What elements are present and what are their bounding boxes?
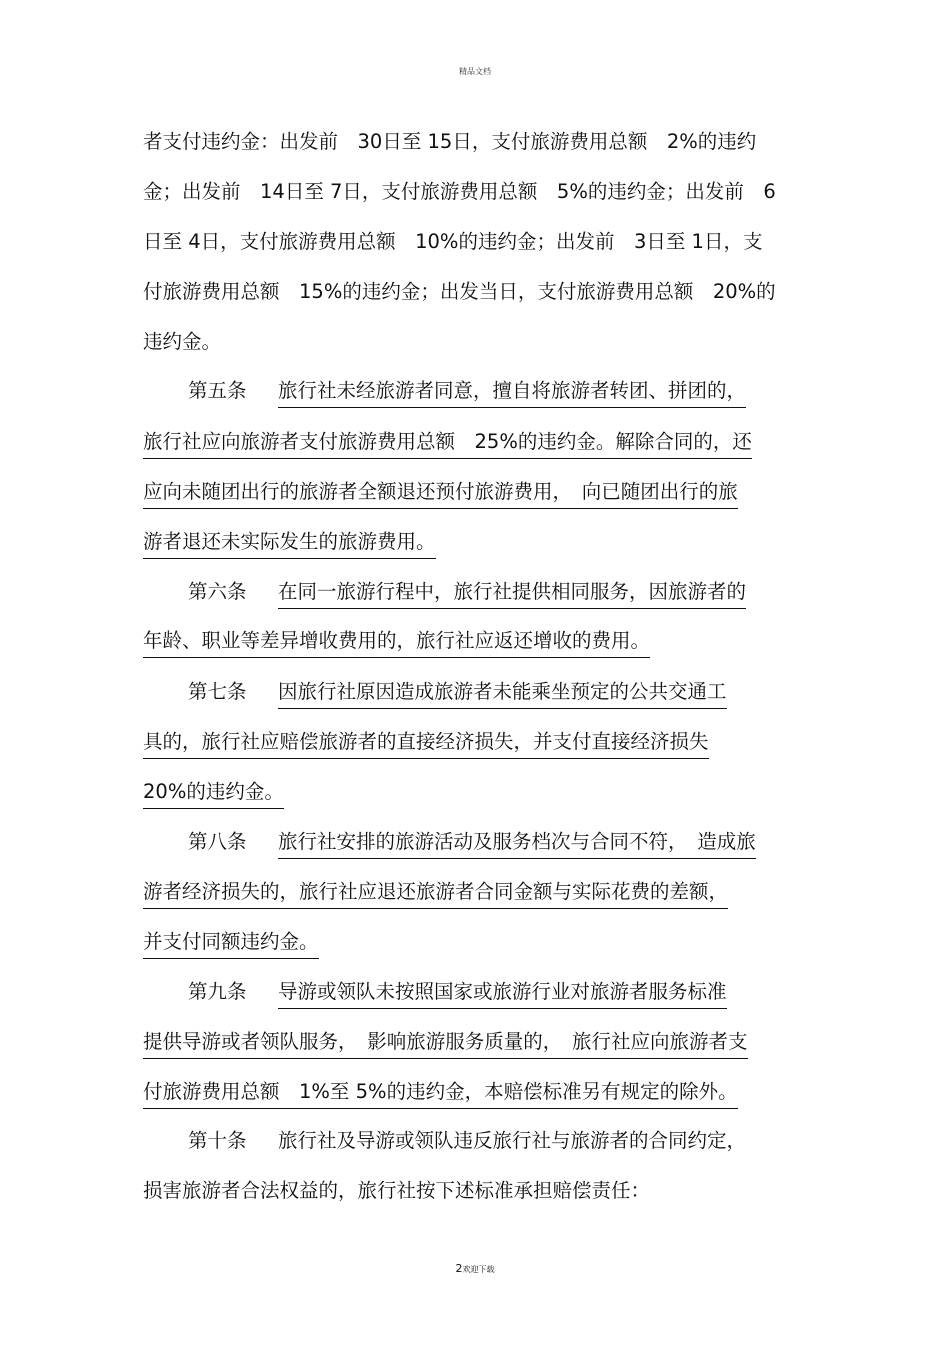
article-label: 第七条 bbox=[188, 680, 247, 703]
article-text: 旅行社未经旅游者同意，擅自将旅游者转团、拼团的， bbox=[278, 378, 746, 408]
article-text: 应向未随团出行的旅游者全额退还预付旅游费用， 向已随团出行的旅 bbox=[143, 479, 738, 509]
article-text: 具的，旅行社应赔偿旅游者的直接经济损失，并支付直接经济损失 bbox=[143, 729, 709, 759]
article-text: 游者经济损失的，旅行社应退还旅游者合同金额与实际花费的差额， bbox=[143, 879, 728, 909]
text-line bbox=[143, 429, 805, 459]
article-text: 旅行社安排的旅游活动及服务档次与合同不符， 造成旅 bbox=[278, 829, 756, 859]
article-text: 在同一旅游行程中，旅行社提供相同服务，因旅游者的 bbox=[278, 579, 746, 609]
article-8-heading bbox=[188, 829, 805, 859]
article-text: 旅行社应向旅游者支付旅游费用总额 25%的违约金。解除合同的，还 bbox=[143, 429, 752, 459]
article-5-heading bbox=[188, 378, 805, 408]
article-9-heading bbox=[188, 979, 805, 1009]
text-line: 金；出发前 14日至 7日，支付旅游费用总额 5%的违约金；出发前 6 bbox=[143, 180, 776, 203]
article-text: 并支付同额违约金。 bbox=[143, 929, 319, 959]
text-line: 损害旅游者合法权益的，旅行社按下述标准承担赔偿责任： bbox=[143, 1179, 651, 1202]
article-label: 第八条 bbox=[188, 830, 247, 853]
text-line bbox=[143, 1029, 805, 1059]
article-text: 导游或领队未按照国家或旅游行业对旅游者服务标准 bbox=[278, 979, 727, 1009]
text-line bbox=[143, 879, 805, 909]
article-7-heading bbox=[188, 679, 805, 709]
article-label: 第五条 bbox=[188, 379, 247, 402]
text-line bbox=[143, 628, 805, 658]
article-10-heading bbox=[188, 1128, 805, 1154]
article-text: 20%的违约金。 bbox=[143, 779, 284, 809]
article-6-heading bbox=[188, 579, 805, 609]
article-text: 付旅游费用总额 1%至 5%的违约金，本赔偿标准另有规定的除外。 bbox=[143, 1079, 738, 1109]
article-label: 第六条 bbox=[188, 580, 247, 603]
page-header: 精品文档 bbox=[459, 67, 491, 76]
article-label: 第九条 bbox=[188, 980, 247, 1003]
article-text: 游者退还未实际发生的旅游费用。 bbox=[143, 529, 436, 559]
text-line: 违约金。 bbox=[143, 330, 222, 353]
article-text: 年龄、职业等差异增收费用的，旅行社应返还增收的费用。 bbox=[143, 628, 650, 658]
article-label: 第十条 bbox=[188, 1129, 247, 1152]
page-footer bbox=[0, 1262, 950, 1275]
text-line: 者支付违约金：出发前 30日至 15日，支付旅游费用总额 2%的违约 bbox=[143, 130, 757, 153]
text-line: 付旅游费用总额 15%的违约金；出发当日，支付旅游费用总额 20%的 bbox=[143, 280, 776, 303]
page-number: 2 bbox=[455, 1262, 463, 1275]
text-line bbox=[143, 729, 805, 759]
article-text: 因旅行社原因造成旅游者未能乘坐预定的公共交通工 bbox=[278, 679, 727, 709]
text-line bbox=[143, 779, 805, 809]
text-line bbox=[143, 479, 805, 509]
article-text: 旅行社及导游或领队违反旅行社与旅游者的合同约定， bbox=[278, 1129, 747, 1152]
text-line bbox=[143, 529, 805, 559]
text-line bbox=[143, 929, 805, 959]
article-text: 提供导游或者领队服务， 影响旅游服务质量的， 旅行社应向旅游者支 bbox=[143, 1029, 748, 1059]
text-line: 日至 4日，支付旅游费用总额 10%的违约金；出发前 3日至 1日，支 bbox=[143, 230, 763, 253]
footer-text: 欢迎下载 bbox=[462, 1265, 495, 1274]
text-line bbox=[143, 1079, 805, 1109]
